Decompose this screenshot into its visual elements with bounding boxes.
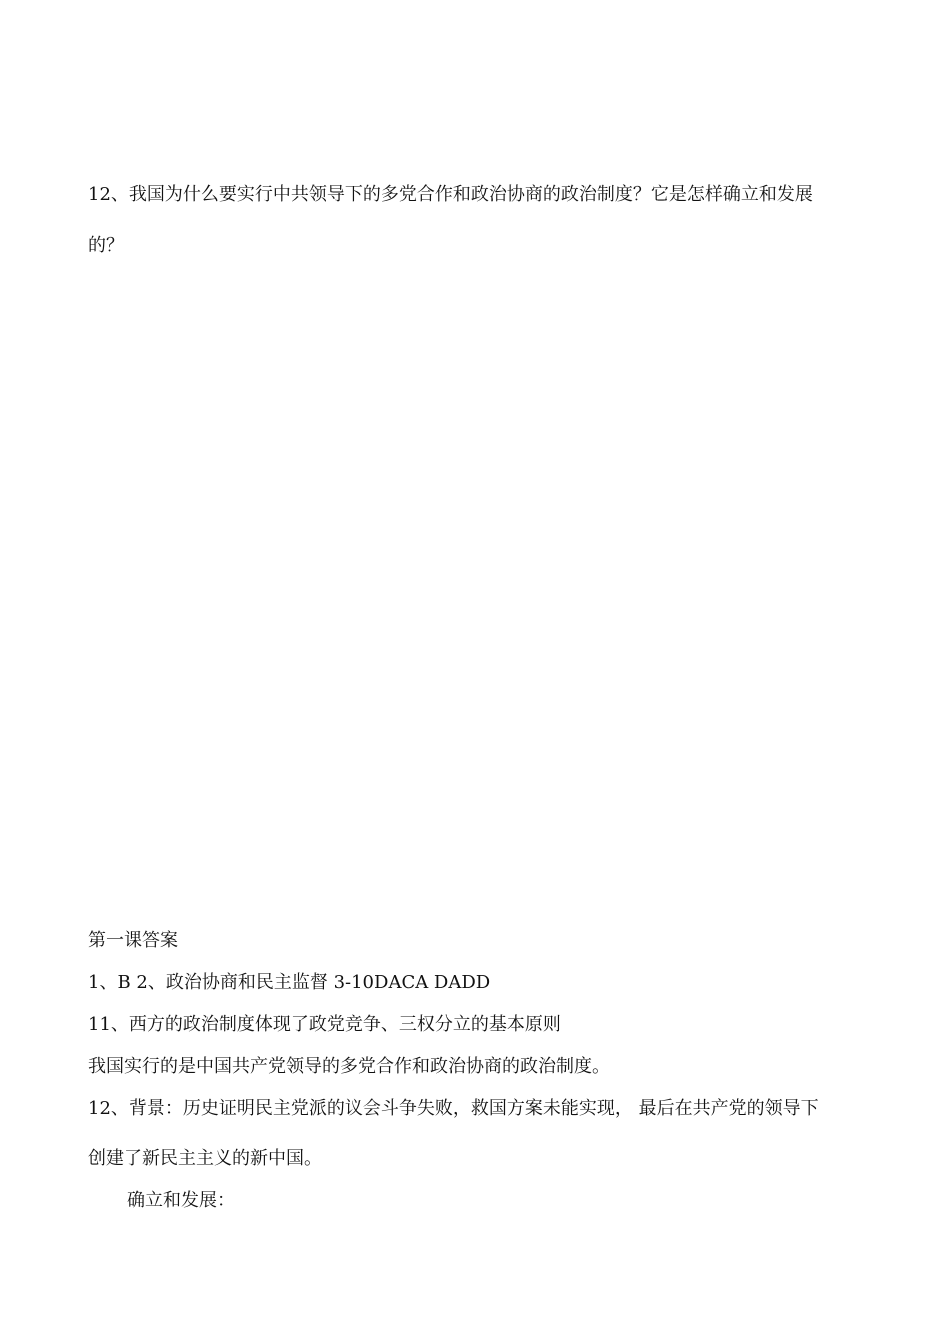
answer-line-1-10: 1、B 2、政治协商和民主监督 3-10DACA DADD (88, 972, 491, 993)
answer-line-11a: 11、西方的政治制度体现了政党竞争、三权分立的基本原则 (88, 1014, 561, 1035)
answer-line-12b: 创建了新民主主义的新中国。 (88, 1148, 322, 1169)
answer-line-12c: 确立和发展： (127, 1190, 235, 1211)
answer-line-12a: 12、背景：历史证明民主党派的议会斗争失败，救国方案未能实现， 最后在共产党的领导下 (88, 1098, 819, 1119)
question-12-line-1: 12、我国为什么要实行中共领导下的多党合作和政治协商的政治制度？它是怎样确立和发展 (88, 184, 813, 205)
answer-line-11b: 我国实行的是中国共产党领导的多党合作和政治协商的政治制度。 (88, 1056, 610, 1077)
question-12-line-2: 的？ (88, 235, 124, 256)
answers-heading: 第一课答案 (88, 930, 178, 951)
